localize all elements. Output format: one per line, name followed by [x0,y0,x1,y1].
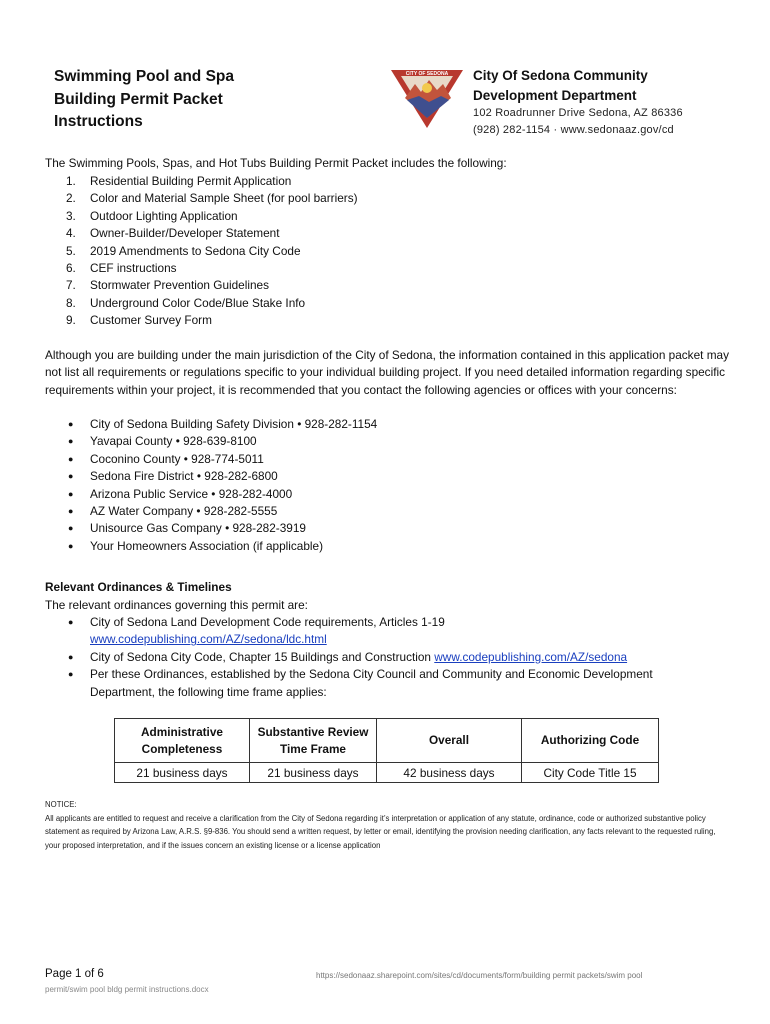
list-item [66,451,706,468]
bullet-icon: ● [68,506,74,517]
packet-contents-list [66,173,358,330]
list-item [66,538,706,555]
list-item [66,312,358,329]
list-item [66,243,358,260]
list-text: Color and Material Sample Sheet (for pool barriers) [90,191,358,206]
list-item [66,190,358,207]
agency-text: Arizona Public Service • 928-282-4000 [90,486,293,501]
list-number: 9. [66,313,76,328]
list-text: Customer Survey Form [90,313,212,328]
list-text: Owner-Builder/Developer Statement [90,226,280,241]
page-number: Page 1 of 6 [45,968,104,980]
list-text: Stormwater Prevention Guidelines [90,278,270,293]
city-code-link[interactable]: www.codepublishing.com/AZ/sedona [434,649,628,664]
list-number: 2. [66,191,76,206]
list-text: Residential Building Permit Application [90,174,292,188]
list-number: 7. [66,278,76,293]
title-line-1: Swimming Pool and Spa [54,68,234,85]
notice-text: All applicants are entitled to request and receive a clarification from the City of Sedona regarding it’s interpretation or application of any statute, ordinance, code or authorized substantive policy statement as required by Arizona Law, A.R.S. §9-836. You should send a written request, by letter or email, identifying the provision needing clarification, any facts relevant to the requested ruling, your proposed interpretation, and if the issues concern an existing license or a license application [45,813,716,850]
list-text: Underground Color Code/Blue Stake Info [90,295,306,310]
list-item [66,173,358,190]
ordinances-heading: Relevant Ordinances & Timelines [45,580,232,594]
bullet-icon: ● [68,436,74,447]
bullet-icon: ● [68,453,74,464]
list-item [66,666,706,701]
table-cell: City Code Title 15 [522,763,659,783]
agency-text: City of Sedona Building Safety Division • 928-282-1154 [90,417,378,431]
list-item [66,486,706,503]
timeframe-table [114,718,659,783]
table-header-row [115,719,659,763]
agency-text: Sedona Fire District • 928-282-6800 [90,469,278,484]
table-header-cell: Substantive Review Time Frame [250,719,377,763]
ordinance-text: City of Sedona City Code, Chapter 15 Buildings and Construction [90,649,435,664]
footer-url: https://sedonaaz.sharepoint.com/sites/cd/documents/form/building permit packets/swim pool [316,971,643,980]
document-title [54,66,354,134]
table-cell: 42 business days [377,763,522,783]
logo-lettering: CITY OF SEDONA [405,71,449,77]
list-number: 8. [66,295,76,310]
bullet-icon: ● [68,419,74,429]
dept-name-line-2: Development Department [473,87,637,103]
bullet-icon: ● [68,523,74,534]
footer-filename: permit/swim pool bldg permit instructions.docx [45,985,209,994]
department-info [473,66,753,139]
table-header-cell: Overall [377,719,522,763]
list-item [66,503,706,520]
bullet-icon: ● [68,617,74,627]
list-text: CEF instructions [90,261,177,276]
list-item [66,468,706,485]
list-number: 1. [66,174,76,188]
list-item [66,649,706,666]
ordinance-text: City of Sedona Land Development Code requirements, Articles 1-19 [90,615,445,629]
list-item [66,416,706,433]
title-line-2: Building Permit Packet [54,90,223,108]
notice-block [45,798,725,852]
city-of-sedona-logo [389,68,465,130]
list-item [66,260,358,277]
bullet-icon: ● [68,651,74,662]
list-number: 3. [66,208,76,223]
list-number: 4. [66,226,76,241]
list-item [66,520,706,537]
bullet-icon: ● [68,488,74,499]
list-text: 2019 Amendments to Sedona City Code [90,243,301,258]
table-row [115,763,659,783]
list-item [66,225,358,242]
list-item [66,277,358,294]
agency-text: AZ Water Company • 928-282-5555 [90,504,278,519]
agency-contact-list [66,416,706,555]
agency-text: Your Homeowners Association (if applicable) [90,538,323,553]
list-item [66,614,706,649]
dept-address: 102 Roadrunner Drive Sedona, AZ 86336 [473,107,683,119]
ordinance-text: Per these Ordinances, established by the Sedona City Council and Community and Economic Development Department, the following time frame applies: [90,667,653,699]
bullet-icon: ● [68,471,74,482]
agency-text: Coconino County • 928-774-5011 [90,451,264,466]
table-header-cell: Authorizing Code [522,719,659,763]
table-cell: 21 business days [115,763,250,783]
title-line-3: Instructions [54,113,143,130]
list-number: 5. [66,243,76,258]
table-cell: 21 business days [250,763,377,783]
list-text: Outdoor Lighting Application [90,208,238,223]
ldc-link[interactable]: www.codepublishing.com/AZ/sedona/ldc.html [90,632,327,647]
list-number: 6. [66,261,76,276]
agency-text: Yavapai County • 928-639-8100 [90,434,257,449]
bullet-icon: ● [68,669,74,680]
table-header-cell: Administrative Completeness [115,719,250,763]
dept-phone-web: (928) 282-1154 · www.sedonaaz.gov/cd [473,124,674,136]
jurisdiction-paragraph: Although you are building under the main jurisdiction of the City of Sedona, the information contained in this application packet may not list all requirements or regulations specific to your individual building project. If you need detailed information regarding specific requirements within your project, it is recommended that you contact the following agencies or offices with your concerns: [45,348,729,397]
dept-name-line-1: City Of Sedona Community [473,68,648,83]
list-item [66,295,358,312]
ordinances-list [66,614,706,701]
intro-text: The Swimming Pools, Spas, and Hot Tubs Building Permit Packet includes the following: [45,156,507,170]
ordinances-subheading: The relevant ordinances governing this permit are: [45,598,308,612]
agency-text: Unisource Gas Company • 928-282-3919 [90,521,306,536]
bullet-icon: ● [68,540,74,551]
list-item [66,433,706,450]
list-item [66,208,358,225]
notice-label: NOTICE: [45,800,77,809]
